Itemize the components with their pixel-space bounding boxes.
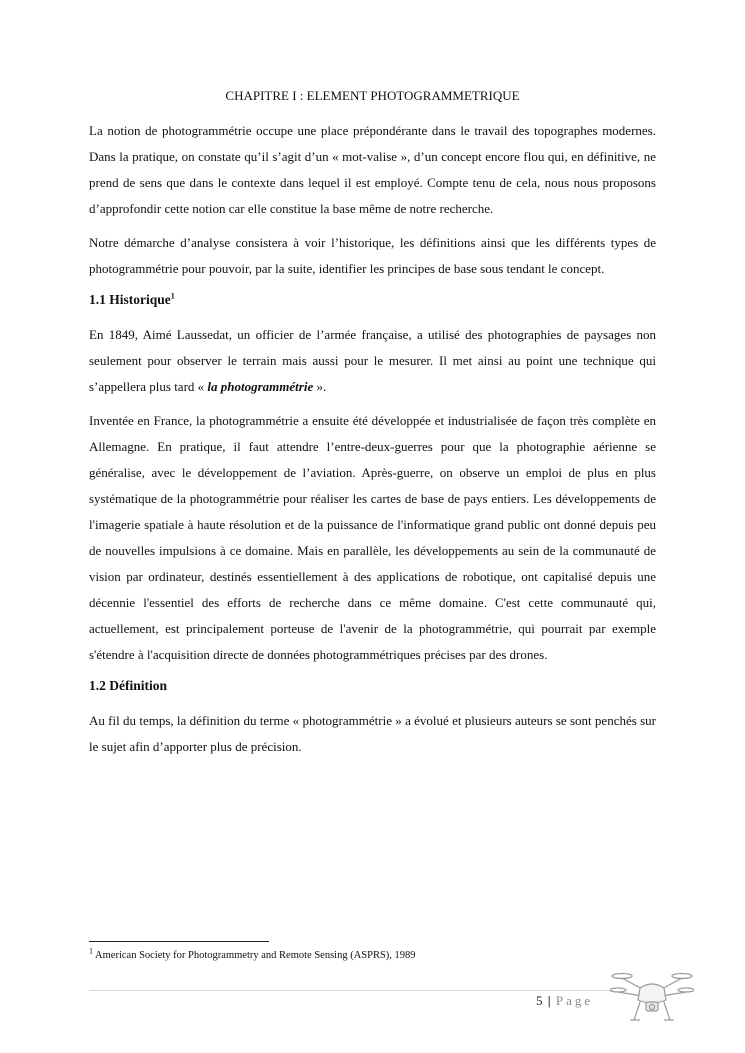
intro-paragraph-1: La notion de photogrammétrie occupe une place prépondérante dans le travail des topographes modernes. Dans la pratique, on constate qu’il s’agit d’un « mot-valise », d’un concept encore flou qui, en définitive, ne prend de sens que dans le contexte dans lequel il est employé. Compte tenu de cela, nous nous proposons d’approfondir cette notion car elle constitue la base même de notre recherche. bbox=[89, 123, 656, 216]
page-number-footer bbox=[536, 991, 593, 1011]
section-heading-text: 1.1 Historique bbox=[89, 292, 171, 307]
footnote-number: 1 bbox=[89, 946, 93, 956]
footnote-separator bbox=[89, 941, 269, 942]
paragraph-text-end: ». bbox=[313, 379, 327, 394]
section-heading-definition: 1.2 Définition bbox=[89, 678, 168, 693]
definition-paragraph-1: Au fil du temps, la définition du terme « photogrammétrie » a évolué et plusieurs auteurs se sont penchés sur le sujet afin d’apporter plus de précision. bbox=[89, 713, 656, 754]
paragraph-text: En 1849, Aimé Laussedat, un officier de l’armée française, a utilisé des photographies de paysages non seulement pour observer le terrain mais aussi pour le mesurer. Il met ainsi au point une technique qui s’appellera plus tard « bbox=[89, 327, 656, 394]
chapter-title: CHAPITRE I : ELEMENT PHOTOGRAMMETRIQUE bbox=[225, 88, 520, 103]
intro-paragraph-2: Notre démarche d’analyse consistera à voir l’historique, les définitions ainsi que les différents types de photogrammétrie pour pouvoir, par la suite, identifier les principes de base sous tendant le concept. bbox=[89, 235, 656, 276]
page-body bbox=[89, 86, 656, 768]
drone-icon bbox=[610, 966, 694, 1026]
emphasis-term: la photogrammétrie bbox=[207, 379, 314, 394]
footnote-reference: 1 bbox=[170, 291, 175, 301]
historique-paragraph-2: Inventée en France, la photogrammétrie a ensuite été développée et industrialisée de façon très complète en Allemagne. En pratique, il faut attendre l’entre-deux-guerres pour que la photographie aérienne se généralise, avec le développement de l’aviation. Après-guerre, on observe un emploi de plus en plus systématique de la photogrammétrie pour réaliser les cartes de base de pays entiers. Les développements de l'imagerie spatiale à haute résolution et de la puissance de l'informatique grand public ont donné depuis peu de nouvelles impulsions à ce domaine. Mais en parallèle, les développements au sein de la communauté de vision par ordinateur, destinés essentiellement à des applications de robotique, ont capitalisé depuis une décennie l'essentiel des efforts de recherche dans ce même domaine. C'est cette communauté qui, actuellement, est principalement porteuse de l'avenir de la photogrammétrie, qui pourrait par exemple s'étendre à l'acquisition directe de données photogrammétriques précises par des drones. bbox=[89, 413, 656, 662]
section-heading-historique bbox=[89, 290, 656, 310]
page-label: Page bbox=[555, 993, 594, 1008]
historique-paragraph-1 bbox=[89, 322, 656, 400]
page-number: 5 bbox=[536, 993, 543, 1008]
page-separator: | bbox=[547, 993, 551, 1008]
footnote bbox=[89, 946, 416, 963]
footnote-text: American Society for Photogrammetry and Remote Sensing (ASPRS), 1989 bbox=[93, 950, 416, 961]
